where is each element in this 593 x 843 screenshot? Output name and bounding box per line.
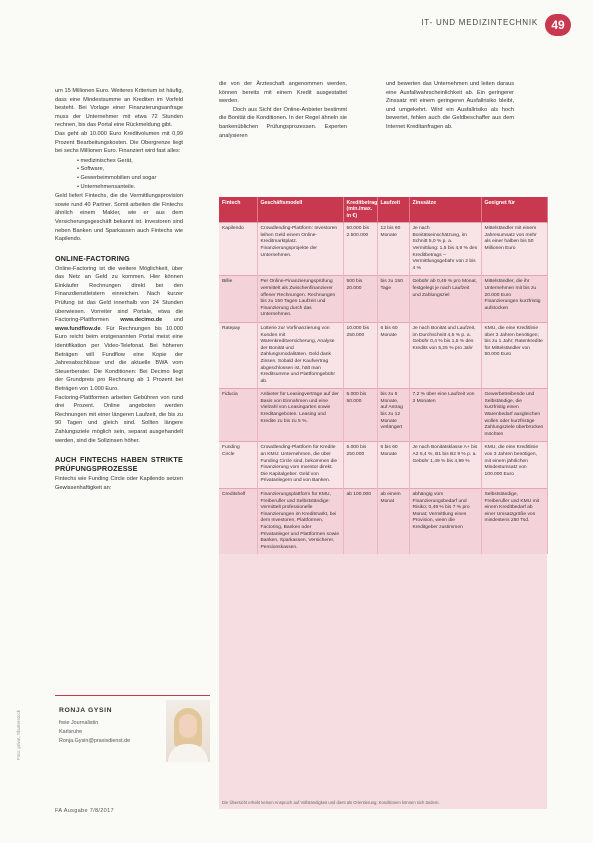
cell-suited: KMU, die eine Kreditlinie über 3 Jahren benötigen; bis zu 1 Jahr; Ratenkredite für Mittelständler von 50.000 Euro xyxy=(481,322,547,388)
column-header: Geschäftsmodell xyxy=(257,197,343,223)
cell-fintech: Creditshelf xyxy=(219,489,257,555)
cell-suited: Mittelständler, die ihr Unternehmen mit bis zu 20.000 Euro Finanzierungen kurzfristig aufstocken xyxy=(481,276,547,323)
cell-suited: KMU, die eine Kreditlinie von 3 Jahren benötigen, mit einem jährlichen Mindestumsatz von 100.000 Euro xyxy=(481,442,547,489)
table-row xyxy=(219,389,547,442)
fintech-comparison-table xyxy=(219,197,548,554)
cell-fintech: Funding Circle xyxy=(219,442,257,489)
comparison-table-box xyxy=(219,197,547,809)
cell-model: Anbieter für Leasingverträge auf der Basis von Einnahmen und eine Vielzahl von Leasingarten sowie Kreditangeboten. Leasing und Kredite zu bis zu 5 %. xyxy=(257,389,343,442)
page-header xyxy=(0,0,593,44)
cell-fintech: Fiducia xyxy=(219,389,257,442)
column-header: Kreditbetrag (min./max. in €) xyxy=(343,197,377,223)
table-row xyxy=(219,322,547,388)
paragraph xyxy=(55,265,183,394)
table-footnote: Die Übersicht erhebt keinen Anspruch auf Vollständigkeit und dient als Orientierung; Konditionen können sich ändern. xyxy=(222,800,440,805)
cell-fintech: Billie xyxy=(219,276,257,323)
conjunction: und xyxy=(173,317,183,324)
column-header: Laufzeit xyxy=(377,197,409,223)
cell-rates: Je nach Bonitätsklasse A+ bis A2 5,4 %, B1 bis B2 9 % p. a. Gebühr 1,49 % bis 4,99 % xyxy=(409,442,481,489)
photo-shoulders xyxy=(168,744,208,762)
cell-rates: 7,2 % über eine Laufzeit von 3 Monaten xyxy=(409,389,481,442)
paragraph-text: Online-Factoring ist die weitere Möglichkeit, über das Netz an Geld zu kommen. Hier können Einkäufer Rechnungen direkt bei den Finanzdienstleistern einreichen. Nach kurzer Prüfung ist das Geld innerhalb von 24 Stunden überwiesen. Vorreiter sind Portale, etwa die Factoring-Plattformen xyxy=(55,265,183,324)
list-item: • Unternehmensanteile. xyxy=(77,183,183,192)
cell-amount: 5.000 bis 50.000 xyxy=(343,389,377,442)
paragraph: die von der Ärzteschaft angenommen werden, können bereits mit einem Kredit ausgestattet werden. xyxy=(219,81,347,105)
author-role: freie Journalistin xyxy=(59,720,99,726)
text-column-2 xyxy=(219,80,347,140)
cell-amount: 10.000 bis 250.000 xyxy=(343,322,377,388)
photo-credit: Foto: privat, Shutterstock xyxy=(16,709,21,760)
paragraph: und bewerten das Unternehmen und leiten daraus eine Ausfallwahrscheinlichkeit ab. Ein geringerer Zinssatz mit einem geringeren Ausfallrisiko bleibt, und umgekehrt. Wird ein Ausfallrisiko als hoch bewertet, fehlen auch die Geldbeschaffer aus dem Internet Kreditanfragen ab. xyxy=(386,81,514,130)
cell-rates: Je nach Bonitätseinschätzung, im Schnitt 5,0 % p. a. Vermittlung: 1,5 bis 4,9 % des Kreditbetrags – Vermittlungsgebühr von 2 bis 4 % xyxy=(409,223,481,276)
subheading: AUCH FINTECHS HABEN STRIKTE PRÜFUNGSPROZESSE xyxy=(55,455,183,474)
decimo-link[interactable]: www.decimo.de xyxy=(120,317,163,324)
author-photo xyxy=(166,700,210,762)
subheading: ONLINE-FACTORING xyxy=(55,253,130,263)
cell-model: Lotterie zur Vorfinanzierung von Kunden mit Warenkreditversicherung, Analyse der Bonität und Zahlungsmodalitäten. Geld dank Zinsen. Sobald der Kaufvertrag abgeschlossen ist, hält man Kreditsumme und Plattformgebühr ab. xyxy=(257,322,343,388)
list-item: • Software, xyxy=(77,165,183,174)
cell-amount: 50.000 bis 2.500.000 xyxy=(343,223,377,276)
photo-face xyxy=(179,714,197,738)
paragraph-text: . Für Rechnungen bis 10.000 Euro reicht beim erstgenannten Portal meist eine Identifikation per Video-Telefonat. Bei höheren Beträgen will Fundflow eine Kopie der Jahresabschlüsse und die aktuelle BWA vom Steuerberater. Die Konditionen: Bei Decimo liegt der Grundpreis pro Rechnung ab 1 Prozent bei Beträgen von 1.000 Euro. xyxy=(55,325,183,392)
cell-fintech: Kapilendo xyxy=(219,223,257,276)
cell-rates: Gebühr ab 0,49 % pro Monat, festgelegt je nach Laufzeit und Zahlungsziel xyxy=(409,276,481,323)
section-title: IT- UND MEDIZINTECHNIK xyxy=(421,18,538,27)
cell-term: 12 bis 60 Monate xyxy=(377,223,409,276)
author-box xyxy=(55,695,210,772)
cell-amount: 5.000 bis 250.000 xyxy=(343,442,377,489)
table-header-row xyxy=(219,197,547,223)
table-row xyxy=(219,442,547,489)
table-row xyxy=(219,276,547,323)
cell-term: ab einem Monat xyxy=(377,489,409,555)
list-item: • medizinisches Gerät, xyxy=(77,157,183,166)
author-city: Karlsruhe xyxy=(59,729,83,735)
cell-suited: Mittelständler mit einem Jahresumsatz von mehr als einer halben bis 50 Millionen Euro xyxy=(481,223,547,276)
author-name: RONJA GYSIN xyxy=(59,707,113,714)
paragraph: Das geht ab 10.000 Euro Kreditvolumen mit 0,99 Prozent Bearbeitungskosten. Die Obergrenze liegt bei sechs Millionen Euro. Finanziert wird fast alles: xyxy=(55,130,183,155)
column-header: Fintech xyxy=(219,197,257,223)
page-number-badge: 49 xyxy=(545,14,571,36)
issue-info: Ausgabe 7/8/2017 xyxy=(63,808,114,814)
text-column-3 xyxy=(386,80,514,132)
cell-term: 6 bis 60 Monate xyxy=(377,442,409,489)
table-row xyxy=(219,223,547,276)
fundflow-link[interactable]: www.fundflow.de xyxy=(55,325,101,332)
cell-suited: Selbstständige, Freiberufler und KMU mit einem Kreditbedarf ab einer Umsatzgröße von mindestens 250 Tsd. xyxy=(481,489,547,555)
cell-fintech: Ratepay xyxy=(219,322,257,388)
cell-term: 6 bis 60 Monate xyxy=(377,322,409,388)
cell-amount: 500 bis 20.000 xyxy=(343,276,377,323)
list-item: • Gewerbeimmobilien und sogar xyxy=(77,174,183,183)
cell-term: bis zu 6 Monate, auf Antrag bis zu 12 Monate verlängert xyxy=(377,389,409,442)
cell-term: bis zu 150 Tage xyxy=(377,276,409,323)
cell-model: Crowdlending-Plattform: Investoren leihen Geld einem Online-Kreditmarktplatz. Finanzierungsprojekte der Unternehmen. xyxy=(257,223,343,276)
cell-model: Crowdlending-Plattform für Kredite an KMU: Unternehmen, die über Funding Circle sind, bekommen die Finanzierung vom Investor direkt. Die Kapitalgeber. Geld von Privatanlegern und von Banken. xyxy=(257,442,343,489)
cell-rates: abhängig vom Finanzierungsbedarf und Risiko; 0,49 % bis 7 % pro Monat; Vermittlung eines Provision, wenn die Kreditgeber zustimmen xyxy=(409,489,481,555)
paragraph: Doch aus Sicht der Online-Anbieter bestimmt die Bonität die Konditionen. In der Regel ähneln sie bankenüblichen Prüfungsprozessen. Experten analysieren xyxy=(219,106,347,139)
cell-model: Finanzierungsplattform für KMU, Freiberufler und Selbstständige: Vermittelt professionelle Finanzierungen im Kreditmarkt, bei dem Investoren, Plattformen, Factoring, Banken oder Privatanleger und Plattformen sowie Banken, Sparkassen, Versicherer, Pensionskassen. xyxy=(257,489,343,555)
paragraph: um 15 Millionen Euro. Weiteres Kriterium ist häufig, dass eine Mindestsumme an Krediten im Vorfeld besteht. Bei Vorlage einer Finanzierungsanfrage muss der Unternehmer mit etwa 72 Stunden rechnen, bis das Portal eine Rückmeldung gibt. xyxy=(55,88,183,129)
cell-model: Per Online-Finanzierungsprüfung vermittelt als Zwischenfinanzierer offener Rechnungen. Rechnungen bis zu 150 Tagen Laufzeit und Finanzierung durch das Unternehmen. xyxy=(257,276,343,323)
paragraph: Geld liefert Fintechs, die die Vermittlungsprovision sowie rund 40 Partner. Somit arbeiten die Fintechs ähnlich einem Makler, wie er aus dem Versicherungsgeschäft bekannt ist. Investoren sind neben Banken und Sparkassen auch Fintechs wie Kapilendo. xyxy=(55,193,183,243)
text-column-1 xyxy=(55,87,183,492)
author-email[interactable]: Ronja.Gysin@praxisdienst.de xyxy=(59,738,131,744)
publication-name: FA xyxy=(55,808,63,814)
bullet-list xyxy=(55,157,183,191)
column-header: Zinssätze xyxy=(409,197,481,223)
cell-suited: Gewerbetreibende und Selbständige, die kurzfristig einen Warenbedarf ausgleichen wollen oder kurzfristige Zahlungsziele überbrücken möchten xyxy=(481,389,547,442)
column-header: Geeignet für xyxy=(481,197,547,223)
table-row xyxy=(219,489,547,555)
page-footer xyxy=(55,808,114,814)
paragraph: Fintechs wie Funding Circle oder Kapilendo setzen Gewissenhaftigkeit an: xyxy=(55,476,183,491)
paragraph: Factoring-Plattformen arbeiten Gebühren von rund drei Prozent. Online angeboten werden Rechnungen mit einer längeren Laufzeit, die bis zu 90 Tagen und gleich sind. Sollten längere Zahlungsziele möglich sein, separat ausgehandelt werden, sind die Sollzinsen höher. xyxy=(55,394,183,444)
cell-rates: Je nach Bonität und Laufzeit, im Durchschnitt 4,5 % p. a. Gebühr 0,4 % bis 1,5 % des Kredits von 5,25 % pro Jahr xyxy=(409,322,481,388)
cell-amount: ab 100.000 xyxy=(343,489,377,555)
